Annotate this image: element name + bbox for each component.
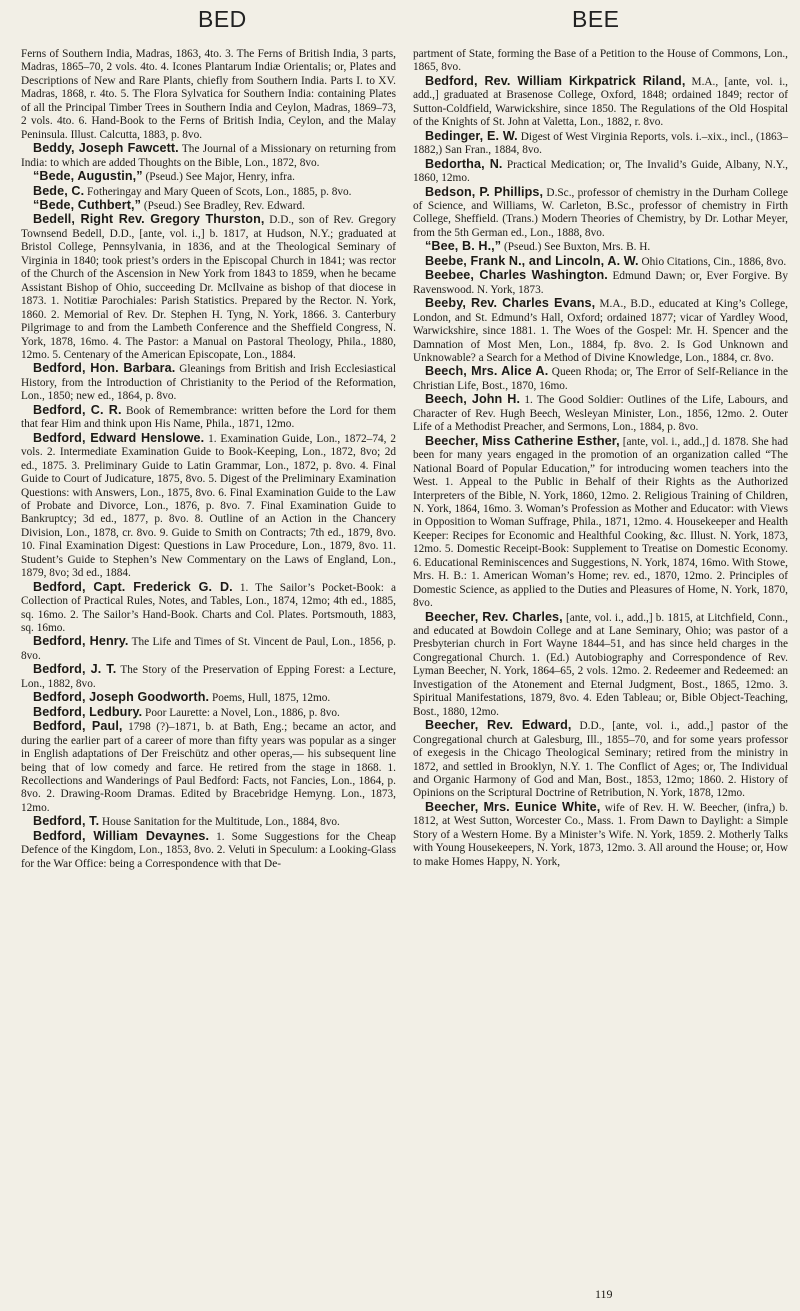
- dictionary-entry: [413, 435, 788, 611]
- dictionary-entry: [21, 213, 396, 362]
- dictionary-entry: [21, 830, 396, 871]
- entry-text: Queen Rhoda; or, The Error of Self-Reliance in the Christian Life, Bost., 1870, 16mo.: [413, 366, 788, 392]
- entry-headword: Bedell, Right Rev. Gregory Thurston,: [33, 212, 265, 227]
- dictionary-entry: [21, 720, 396, 815]
- dictionary-entry: [21, 691, 396, 705]
- entry-text: The Life and Times of St. Vincent de Paul, Lon., 1856, p. 8vo.: [21, 636, 396, 662]
- entry-headword: Beebe, Frank N., and Lincoln, A. W.: [425, 253, 639, 268]
- dictionary-entry: [413, 48, 788, 75]
- entry-text: 1. The Good Soldier: Outlines of the Life, Labours, and Character of Rev. Hugh Beech, Wesleyan Minister, Lon., 1856, 12mo. 2. Outer Life of a Methodist Preacher, and Sermons, Lon., 1884, p. 8vo.: [413, 394, 788, 434]
- entry-headword: Bedford, William Devaynes.: [33, 828, 210, 843]
- entry-headword: Beecher, Rev. Edward,: [425, 718, 572, 733]
- entry-text: (Pseud.) See Bradley, Rev. Edward.: [143, 199, 305, 212]
- entry-text: D.Sc., professor of chemistry in the Durham College of Science, and Williams, W. Carleton, B.Sc., professor of chemistry in Firth College, Sheffield. (Trans.) Modern Theories of Chemistry, by Dr. Lothar Meyer, from the 5th German ed., Lon., 1888, 8vo.: [413, 186, 788, 239]
- entry-headword: Bedford, Henry.: [33, 634, 129, 649]
- dictionary-entry: [21, 170, 396, 184]
- entry-text: Poor Laurette: a Novel, Lon., 1886, p. 8vo.: [145, 706, 340, 719]
- entry-text: M.A., [ante, vol. i., add.,] graduated at Brasenose College, Oxford, 1848; ordained 1849; rector of Sutton-Coldfield, Warwickshire, since 1850. The Regulations of the Old Hospital of the Knights of St. John at Valetta, Lon., 1882, r. 8vo.: [413, 75, 788, 129]
- entry-text: Fotheringay and Mary Queen of Scots, Lon., 1885, p. 8vo.: [87, 185, 352, 198]
- dictionary-entry: [21, 635, 396, 663]
- entry-text: (Pseud.) See Major, Henry, infra.: [145, 171, 295, 184]
- entry-text: Edmund Dawn; or, Ever Forgive. By Ravenswood. N. York, 1873.: [413, 270, 788, 296]
- entry-headword: Bedford, Paul,: [33, 719, 123, 734]
- dictionary-entry: [413, 393, 788, 434]
- entry-text: 1. The Sailor’s Pocket-Book: a Collection of Practical Rules, Notes, and Tables, Lon., 1874, 12mo; 4th ed., 1885, sq. 16mo. 2. The Sailor’s Hand-Book. Charts and Col. Plates. Portsmouth, 1883, sq. 16mo.: [21, 581, 396, 635]
- entry-text: Ferns of Southern India, Madras, 1863, 4to. 3. The Ferns of British India, 3 parts, Madras, 1865–70, 2 vols. 4to. 4. Icones Plantarum Indiæ Orientalis; or, Plates and Descriptions of New and Rare Plants, chiefly from Southern India. Parts I. to XV. Madras, 1868, r. 4to. 5. The Flora Sylvatica for Southern India: containing Plates of all the Principal Timber Trees in Southern India and Ceylon, Madras, 1869–73, 2 vols. 4to. 6. Hand-Book to the Ferns of British India, Ceylon, and the Malay Peninsula. Illust. Calcutta, 1883, p. 8vo.: [21, 48, 396, 141]
- entry-text: The Story of the Preservation of Epping Forest: a Lecture, Lon., 1882, 8vo.: [21, 664, 396, 690]
- entry-headword: Bede, C.: [33, 183, 85, 198]
- dictionary-entry: [21, 663, 396, 691]
- dictionary-entry: [413, 75, 788, 130]
- entry-text: [ante, vol. i., add.,] b. 1815, at Litchfield, Conn., and educated at Bowdoin College and at Lane Seminary, Ohio; was pastor of a Presbyterian church in Fort Wayne 1844–51, and has since held charges in the Congregational Church. 1. (Ed.) Autobiography and Correspondence of Rev. Lyman Beecher, N. York, 1864–65, 2 vols. 12mo. 2. Redeemer and Redeemed: an Investigation of the Atonement and Eternal Judgment, Bost., 1865, 12mo. 3. Spiritual Manifestations, 1879, 8vo. 4. Eden Tableau; or, Bible Object-Teaching, Bost., 1880, 12mo.: [413, 611, 788, 718]
- dictionary-entry: [413, 365, 788, 393]
- entry-headword: Bedford, T.: [33, 814, 100, 829]
- entry-headword: “Bede, Augustin,”: [33, 169, 143, 184]
- entry-headword: Bedford, Ledbury.: [33, 704, 143, 719]
- page-number: 119: [595, 1287, 613, 1301]
- entry-text: M.A., B.D., educated at King’s College, London, and St. Edmund’s Hall, Oxford; ordained 1877; vicar of Yardley Wood, Warwickshire, since 1881. 1. The Woes of the Gospel: Mr. H. Spencer and the Damnation of Most Men, Lon., 1884, fp. 8vo. 2. Is God Unknown and Unknowable? a Search for a Method of Divine Knowledge, Lon., 1884, cr. 8vo.: [413, 298, 788, 364]
- dictionary-entry: [413, 269, 788, 297]
- header-right-word: BEE: [572, 6, 620, 32]
- entry-text: Practical Medication; or, The Invalid’s Guide, Albany, N.Y., 1860, 12mo.: [413, 158, 788, 185]
- dictionary-entry: [21, 581, 396, 636]
- entry-headword: Bedson, P. Phillips,: [425, 184, 544, 199]
- dictionary-entry: [21, 432, 396, 581]
- dictionary-entry: [413, 186, 788, 241]
- entry-headword: Beech, John H.: [425, 392, 521, 407]
- entry-headword: Beddy, Joseph Fawcett.: [33, 141, 179, 156]
- entry-headword: “Bee, B. H.,”: [425, 239, 502, 254]
- entry-headword: Bedford, Rev. William Kirkpatrick Riland,: [425, 73, 686, 88]
- entry-text: 1. Some Suggestions for the Cheap Defence of the Kingdom, Lon., 1853, 8vo. 2. Veluti in Speculum: a Looking-Glass for the War Office: being a Correspondence with that De-: [21, 830, 396, 870]
- entry-headword: Bedford, Joseph Goodworth.: [33, 690, 210, 705]
- dictionary-entry: [21, 706, 396, 720]
- entry-headword: Beeby, Rev. Charles Evans,: [425, 296, 596, 311]
- entry-headword: Bedford, J. T.: [33, 662, 117, 677]
- entry-text: partment of State, forming the Base of a Petition to the House of Commons, Lon., 1865, 8vo.: [413, 48, 788, 74]
- entry-headword: Bedford, Edward Henslowe.: [33, 430, 205, 445]
- dictionary-entry: [413, 297, 788, 365]
- entry-text: [ante, vol. i., add.,] d. 1878. She had been for many years engaged in the promotion of an organization called “The National Board of Popular Education,” for introducing women teachers into the West. 1. Appeal to the Public in Behalf of their Rights as the Authorized Interpreters of the Bible, N. York, 1860, 12mo. 2. Religious Training of Children, N. York, 1864, 16mo. 3. Woman’s Profession as Mother and Educator: with Views in Opposition to Woman Suffrage, Phila., 1871, 12mo. 4. Housekeeper and Health Keeper: Recipes for Economic and Healthful Cooking, &c. Illust. N. York, 1873, 12mo. 5. Domestic Receipt-Book: Supplement to Treatise on Domestic Economy. 6. Educational Reminiscences and Suggestions, N. York, 1874, 16mo. With Stowe, Mrs. H. B.: 1. American Woman’s Home; rev. ed., 1870, 12mo. 2. Principles of Domestic Science, as applied to the Duties and Pleasures of Home, N. York, 1870, 8vo.: [413, 435, 788, 610]
- dictionary-entry: [413, 719, 788, 801]
- dictionary-entry: [413, 130, 788, 158]
- dictionary-entry: [413, 255, 788, 269]
- entry-text: The Journal of a Missionary on returning from India: to which are added Thoughts on the Bible, Lon., 1872, 8vo.: [21, 143, 396, 169]
- dictionary-entry: [21, 48, 396, 142]
- entry-text: House Sanitation for the Multitude, Lon., 1884, 8vo.: [102, 816, 340, 829]
- entry-text: Gleanings from British and Irish Ecclesiastical History, from the Introduction of Christianity to the Period of the Reformation, Lon., 1850; new ed., 1864, p. 8vo.: [21, 363, 396, 403]
- right-column: [413, 48, 788, 1283]
- entry-text: 1798 (?)–1871, b. at Bath, Eng.; became an actor, and during the earlier part of a career of more than fifty years was popular as a singer in English adaptations of Der Freischütz and other operas,— his subsequent line being that of low comedy and farce. He retired from the stage in 1868. 1. Recollections and Wanderings of Paul Bedford: Facts, not Fancies, Lon., 1864, p. 8vo. 2. Drawing-Room Dramas. Edited by Bracebridge Hemyng. Lon., 1873, 12mo.: [21, 721, 396, 814]
- dictionary-entry: [21, 185, 396, 199]
- entry-text: Book of Remembrance: written before the Lord for them that fear Him and think upon His Name, Phila., 1871, 12mo.: [21, 404, 396, 431]
- dictionary-entry: [413, 240, 788, 254]
- entry-headword: Beecher, Mrs. Eunice White,: [425, 799, 601, 814]
- dictionary-entry: [21, 362, 396, 403]
- entry-text: wife of Rev. H. W. Beecher, (infra,) b. 1812, at West Sutton, Worcester Co., Mass. 1. From Dawn to Daylight: a Simple Story of a Western Home. By a Minister’s Wife. N. York, 1859. 2. Motherly Talks with Young Housekeepers, N. York, 1873, 12mo. 3. All around the House; or, How to make Homes Happy, N. York,: [413, 801, 788, 868]
- entry-headword: Bedortha, N.: [425, 156, 503, 171]
- entry-text: (Pseud.) See Buxton, Mrs. B. H.: [504, 241, 651, 254]
- dictionary-entry: [413, 611, 788, 720]
- header-left-word: BED: [198, 6, 247, 32]
- entry-text: Ohio Citations, Cin., 1886, 8vo.: [641, 255, 787, 268]
- entry-headword: Bedford, C. R.: [33, 402, 122, 417]
- entry-headword: Bedinger, E. W.: [425, 128, 518, 143]
- entry-headword: Bedford, Capt. Frederick G. D.: [33, 579, 233, 594]
- entry-headword: Beebee, Charles Washington.: [425, 268, 608, 283]
- dictionary-entry: [413, 801, 788, 869]
- entry-headword: “Bede, Cuthbert,”: [33, 197, 142, 212]
- entry-headword: Bedford, Hon. Barbara.: [33, 361, 176, 376]
- entry-headword: Beech, Mrs. Alice A.: [425, 364, 549, 379]
- dictionary-entry: [21, 142, 396, 170]
- entry-text: Poems, Hull, 1875, 12mo.: [211, 692, 331, 705]
- dictionary-entry: [21, 404, 396, 432]
- left-column: [21, 48, 396, 1283]
- entry-text: D.D., [ante, vol. i., add.,] pastor of the Congregational church at Galesburg, Ill., 1855–70, and for some years professor of exegesis in the Chicago Theological Seminary; retired from the ministry in 1872, and settled in Brooklyn, N.Y. 1. The Conflict of Ages; or, The Individual and Organic Harmony of God and Man, Bost., 1853, 12mo; 1860. 2. History of Opinions on the Scriptural Doctrine of Retribution, N. York, 1878, 12mo.: [413, 720, 788, 800]
- entry-headword: Beecher, Rev. Charles,: [425, 609, 563, 624]
- entry-text: D.D., son of Rev. Gregory Townsend Bedell, D.D., [ante, vol. i.,] b. 1817, at Hudson, N.Y.; graduated at Bristol College, Pennsylvania, in 1836, and at the Theological Seminary of Virginia in 1840; took priest’s orders in the Episcopal Church in 1841; was rector of the Church of the Ascension in New York from 1843 to 1859, when he became Assistant Bishop of Ohio, succeeding Dr. McIlvaine as bishop of that diocese in 1873. 1. Notitiæ Parochiales: Parish Statistics. Prepared by the Rector. N. York, 1860. 2. Memorial of Rev. Dr. Stephen H. Tyng, N. York, 1866. 3. Canterbury Pilgrimage to and from the Lambeth Conference and the Sheffield Congress, N. York, 1878, 16mo. 4. The Pastor: a Manual on Pastoral Theology, Phila., 1880, 12mo. 5. Centenary of the American Episcopate, Lon., 1884.: [21, 214, 396, 361]
- running-header: [0, 6, 800, 36]
- entry-text: Digest of West Virginia Reports, vols. i.–xix., incl., (1863–1882,) San Fran., 1884, 8vo.: [413, 130, 788, 157]
- entry-headword: Beecher, Miss Catherine Esther,: [425, 433, 620, 448]
- entry-text: 1. Examination Guide, Lon., 1872–74, 2 vols. 2. Intermediate Examination Guide to Book-Keeping, Lon., 1872, 8vo; 2d ed., 1875. 3. Preliminary Guide to Latin Grammar, Lon., 1872, p. 8vo. 4. Final Guide to Court of Judicature, 1875, 8vo. 5. Digest of the Preliminary Examination Questions: with Answers, Lon., 1875, 8vo. 6. Final Examination Guide to the Law of Probate and Divorce, Lon., 1876, p. 8vo. 7. Final Examination Guide to Bankruptcy; 3d ed., 1877, p. 8vo. 8. Outline of an Action in the Chancery Division, Lon., 1878, cr. 8vo. 9. Guide to Smith on Contracts; 7th ed., 1879, 8vo. 10. Final Examination Digest: Questions in Law Procedure, Lon., 1879, 8vo. 11. Student’s Guide to Stephen’s New Commentary on the Laws of England, Lon., 1879, 8vo; 3d ed., 1884.: [21, 432, 396, 580]
- dictionary-entry: [413, 158, 788, 186]
- dictionary-entry: [21, 815, 396, 829]
- dictionary-entry: [21, 199, 396, 213]
